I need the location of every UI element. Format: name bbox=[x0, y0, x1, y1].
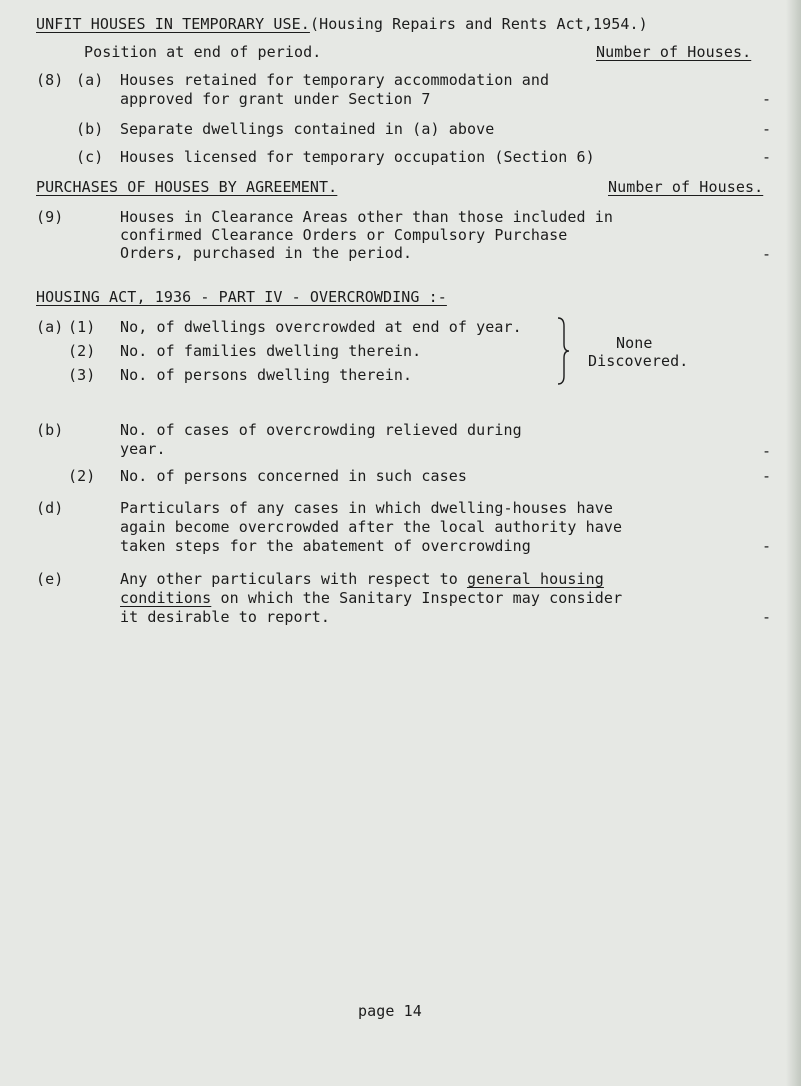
item-label: (a) bbox=[76, 71, 104, 89]
col-right-label: Number of Houses. bbox=[596, 43, 752, 61]
item-number: (2) bbox=[68, 467, 96, 485]
item-text: again become overcrowded after the local authority have bbox=[120, 518, 623, 536]
item-text-part: on which the Sanitary Inspector may consider bbox=[211, 589, 623, 607]
item-label: (d) bbox=[36, 499, 64, 517]
section-purchases-heading: PURCHASES OF HOUSES BY AGREEMENT. bbox=[36, 178, 338, 196]
col-right-label: Number of Houses. bbox=[608, 178, 764, 196]
item-text: taken steps for the abatement of overcrowding bbox=[120, 537, 531, 555]
item-text: Houses in Clearance Areas other than those included in bbox=[120, 208, 614, 226]
item-text: Particulars of any cases in which dwelling-houses have bbox=[120, 499, 614, 517]
item-value: - bbox=[762, 608, 772, 626]
scan-edge-shadow bbox=[786, 0, 801, 1086]
section-overcrowding-heading: HOUSING ACT, 1936 - PART IV - OVERCROWDING :- bbox=[36, 288, 447, 306]
none-discovered-line2: Discovered. bbox=[588, 352, 689, 370]
item-text: No. of persons dwelling therein. bbox=[120, 366, 413, 384]
item-text: Houses licensed for temporary occupation (Section 6) bbox=[120, 148, 595, 166]
item-value: - bbox=[762, 537, 772, 555]
item-text: it desirable to report. bbox=[120, 608, 331, 626]
item-text: No. of persons concerned in such cases bbox=[120, 467, 467, 485]
heading-rest: (Housing Repairs and Rents Act,1954.) bbox=[309, 15, 648, 33]
item-number: (1) bbox=[68, 318, 96, 336]
item-value: - bbox=[762, 148, 772, 166]
item-number: (2) bbox=[68, 342, 96, 360]
col-left-label: Position at end of period. bbox=[84, 43, 322, 61]
item-label: (b) bbox=[76, 120, 104, 138]
item-value: - bbox=[762, 442, 772, 460]
item-text: No. of cases of overcrowding relieved during bbox=[120, 421, 522, 439]
item-text: Houses retained for temporary accommodation and bbox=[120, 71, 550, 89]
item-value: - bbox=[762, 467, 772, 485]
heading-underlined: UNFIT HOUSES IN TEMPORARY USE. bbox=[36, 15, 310, 33]
item-number: (9) bbox=[36, 208, 64, 226]
item-label: (c) bbox=[76, 148, 104, 166]
item-text-part: Any other particulars with respect to bbox=[120, 570, 467, 588]
item-text: approved for grant under Section 7 bbox=[120, 90, 431, 108]
none-discovered-line1: None bbox=[616, 334, 653, 352]
item-number: (8) bbox=[36, 71, 64, 89]
item-text: year. bbox=[120, 440, 166, 458]
item-text: confirmed Clearance Orders or Compulsory Purchase bbox=[120, 226, 568, 244]
item-text: Orders, purchased in the period. bbox=[120, 244, 413, 262]
item-value: - bbox=[762, 90, 772, 108]
item-value: - bbox=[762, 120, 772, 138]
item-text-underlined: conditions bbox=[120, 589, 212, 607]
item-text bbox=[120, 570, 604, 588]
item-value: - bbox=[762, 245, 772, 263]
item-text: No. of families dwelling therein. bbox=[120, 342, 422, 360]
item-text: No, of dwellings overcrowded at end of year. bbox=[120, 318, 522, 336]
item-text: Separate dwellings contained in (a) above bbox=[120, 120, 495, 138]
item-label: (b) bbox=[36, 421, 64, 439]
item-number: (3) bbox=[68, 366, 96, 384]
item-label: (a) bbox=[36, 318, 64, 336]
page-number: page 14 bbox=[358, 1002, 422, 1020]
item-text-underlined: general housing bbox=[466, 570, 604, 588]
item-text bbox=[120, 589, 622, 607]
right-brace-icon bbox=[556, 316, 570, 386]
item-label: (e) bbox=[36, 570, 64, 588]
section-unfit-heading bbox=[36, 15, 648, 33]
